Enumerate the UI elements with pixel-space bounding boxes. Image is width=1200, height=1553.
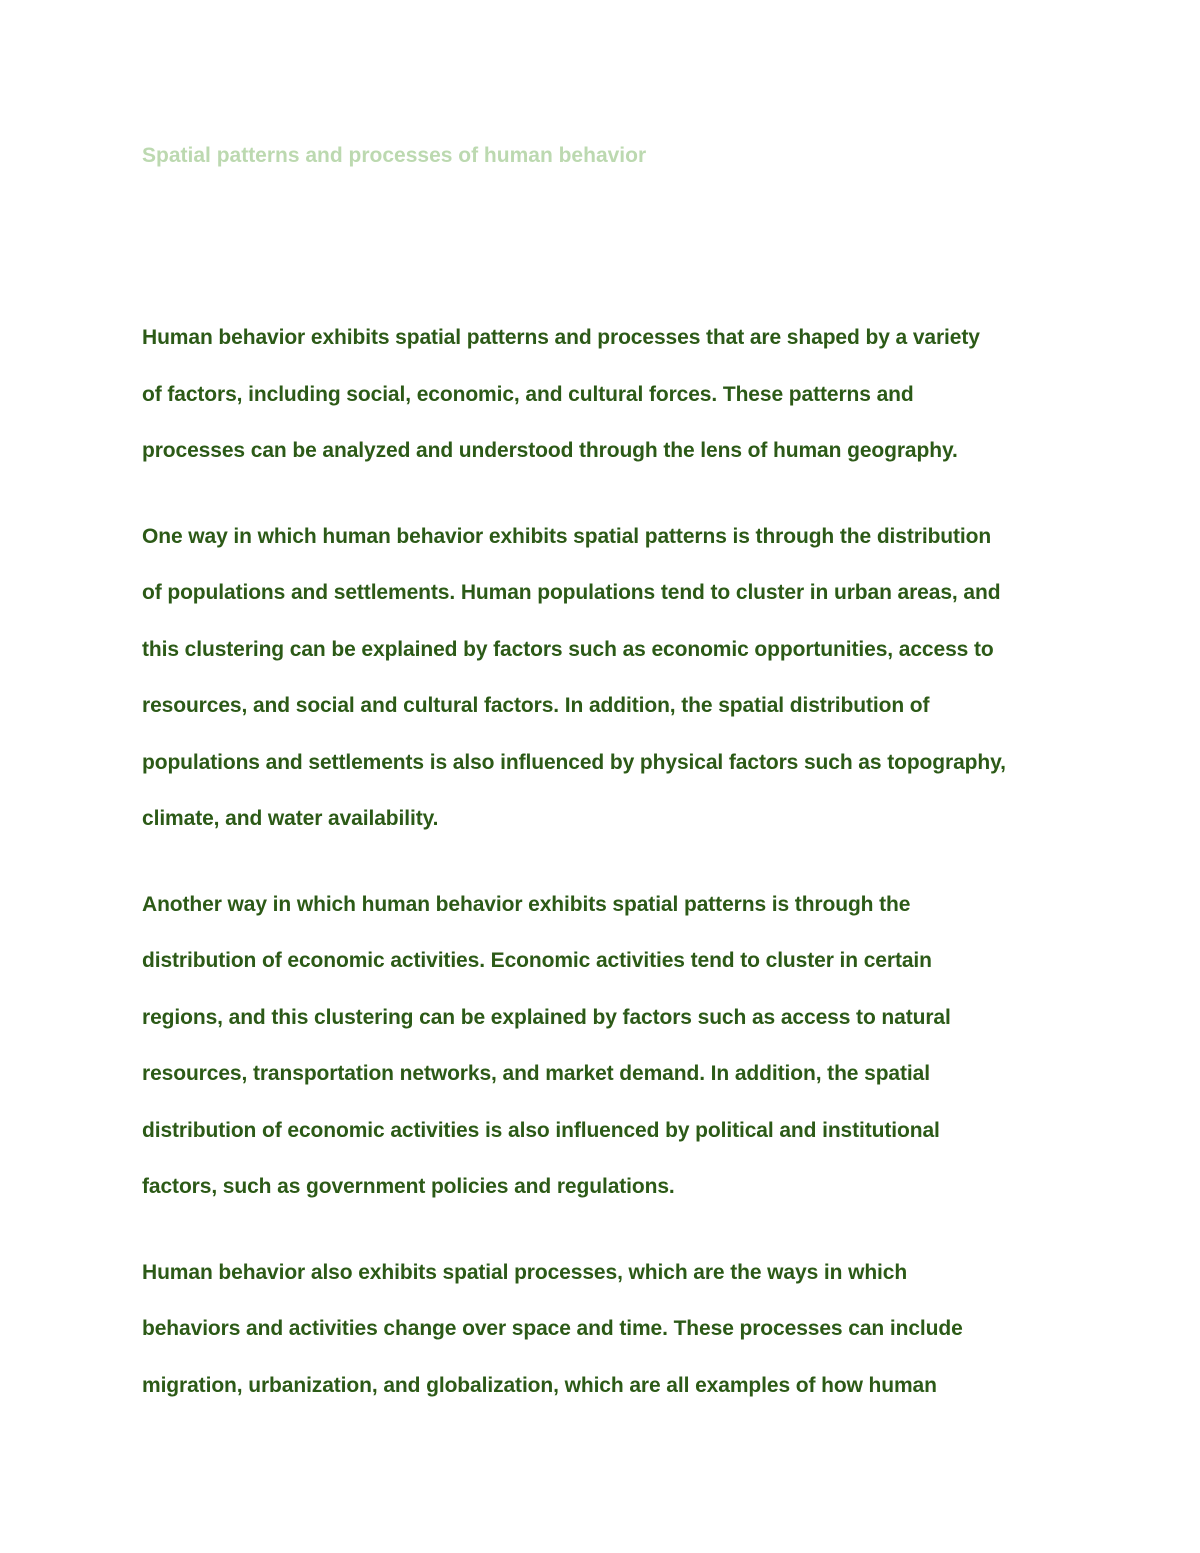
paragraph-1 <box>142 310 1062 480</box>
paragraph-2 <box>142 509 1062 848</box>
text-line: resources, and social and cultural factors. In addition, the spatial distribution of <box>142 694 930 717</box>
paragraph-4 <box>142 1245 1062 1415</box>
text-line: Human behavior also exhibits spatial processes, which are the ways in which <box>142 1260 908 1284</box>
text-line: factors, such as government policies and regulations. <box>142 1175 675 1198</box>
paragraph-3 <box>142 877 1062 1216</box>
text-line: populations and settlements is also influenced by physical factors such as topography, <box>142 750 1006 774</box>
text-line: distribution of economic activities is also influenced by political and institutional <box>142 1118 940 1142</box>
text-line: of factors, including social, economic, and cultural forces. These patterns and <box>142 382 914 406</box>
text-line: of populations and settlements. Human populations tend to cluster in urban areas, and <box>142 581 1001 604</box>
text-line: behaviors and activities change over space and time. These processes can include <box>142 1317 963 1340</box>
text-line: resources, transportation networks, and market demand. In addition, the spatial <box>142 1062 930 1085</box>
text-line: this clustering can be explained by factors such as economic opportunities, access to <box>142 637 994 661</box>
text-line: Another way in which human behavior exhibits spatial patterns is through the <box>142 892 911 916</box>
text-line: regions, and this clustering can be explained by factors such as access to natural <box>142 1005 951 1029</box>
document-title: Spatial patterns and processes of human behavior <box>142 144 647 167</box>
text-line: climate, and water availability. <box>142 807 439 830</box>
text-line: One way in which human behavior exhibits spatial patterns is through the distribution <box>142 524 992 548</box>
text-line: processes can be analyzed and understood through the lens of human geography. <box>142 439 958 462</box>
text-line: Human behavior exhibits spatial patterns and processes that are shaped by a variety <box>142 326 980 349</box>
document-body <box>142 310 1062 1443</box>
text-line: migration, urbanization, and globalization, which are all examples of how human <box>142 1373 937 1397</box>
text-line: distribution of economic activities. Economic activities tend to cluster in certain <box>142 949 932 972</box>
